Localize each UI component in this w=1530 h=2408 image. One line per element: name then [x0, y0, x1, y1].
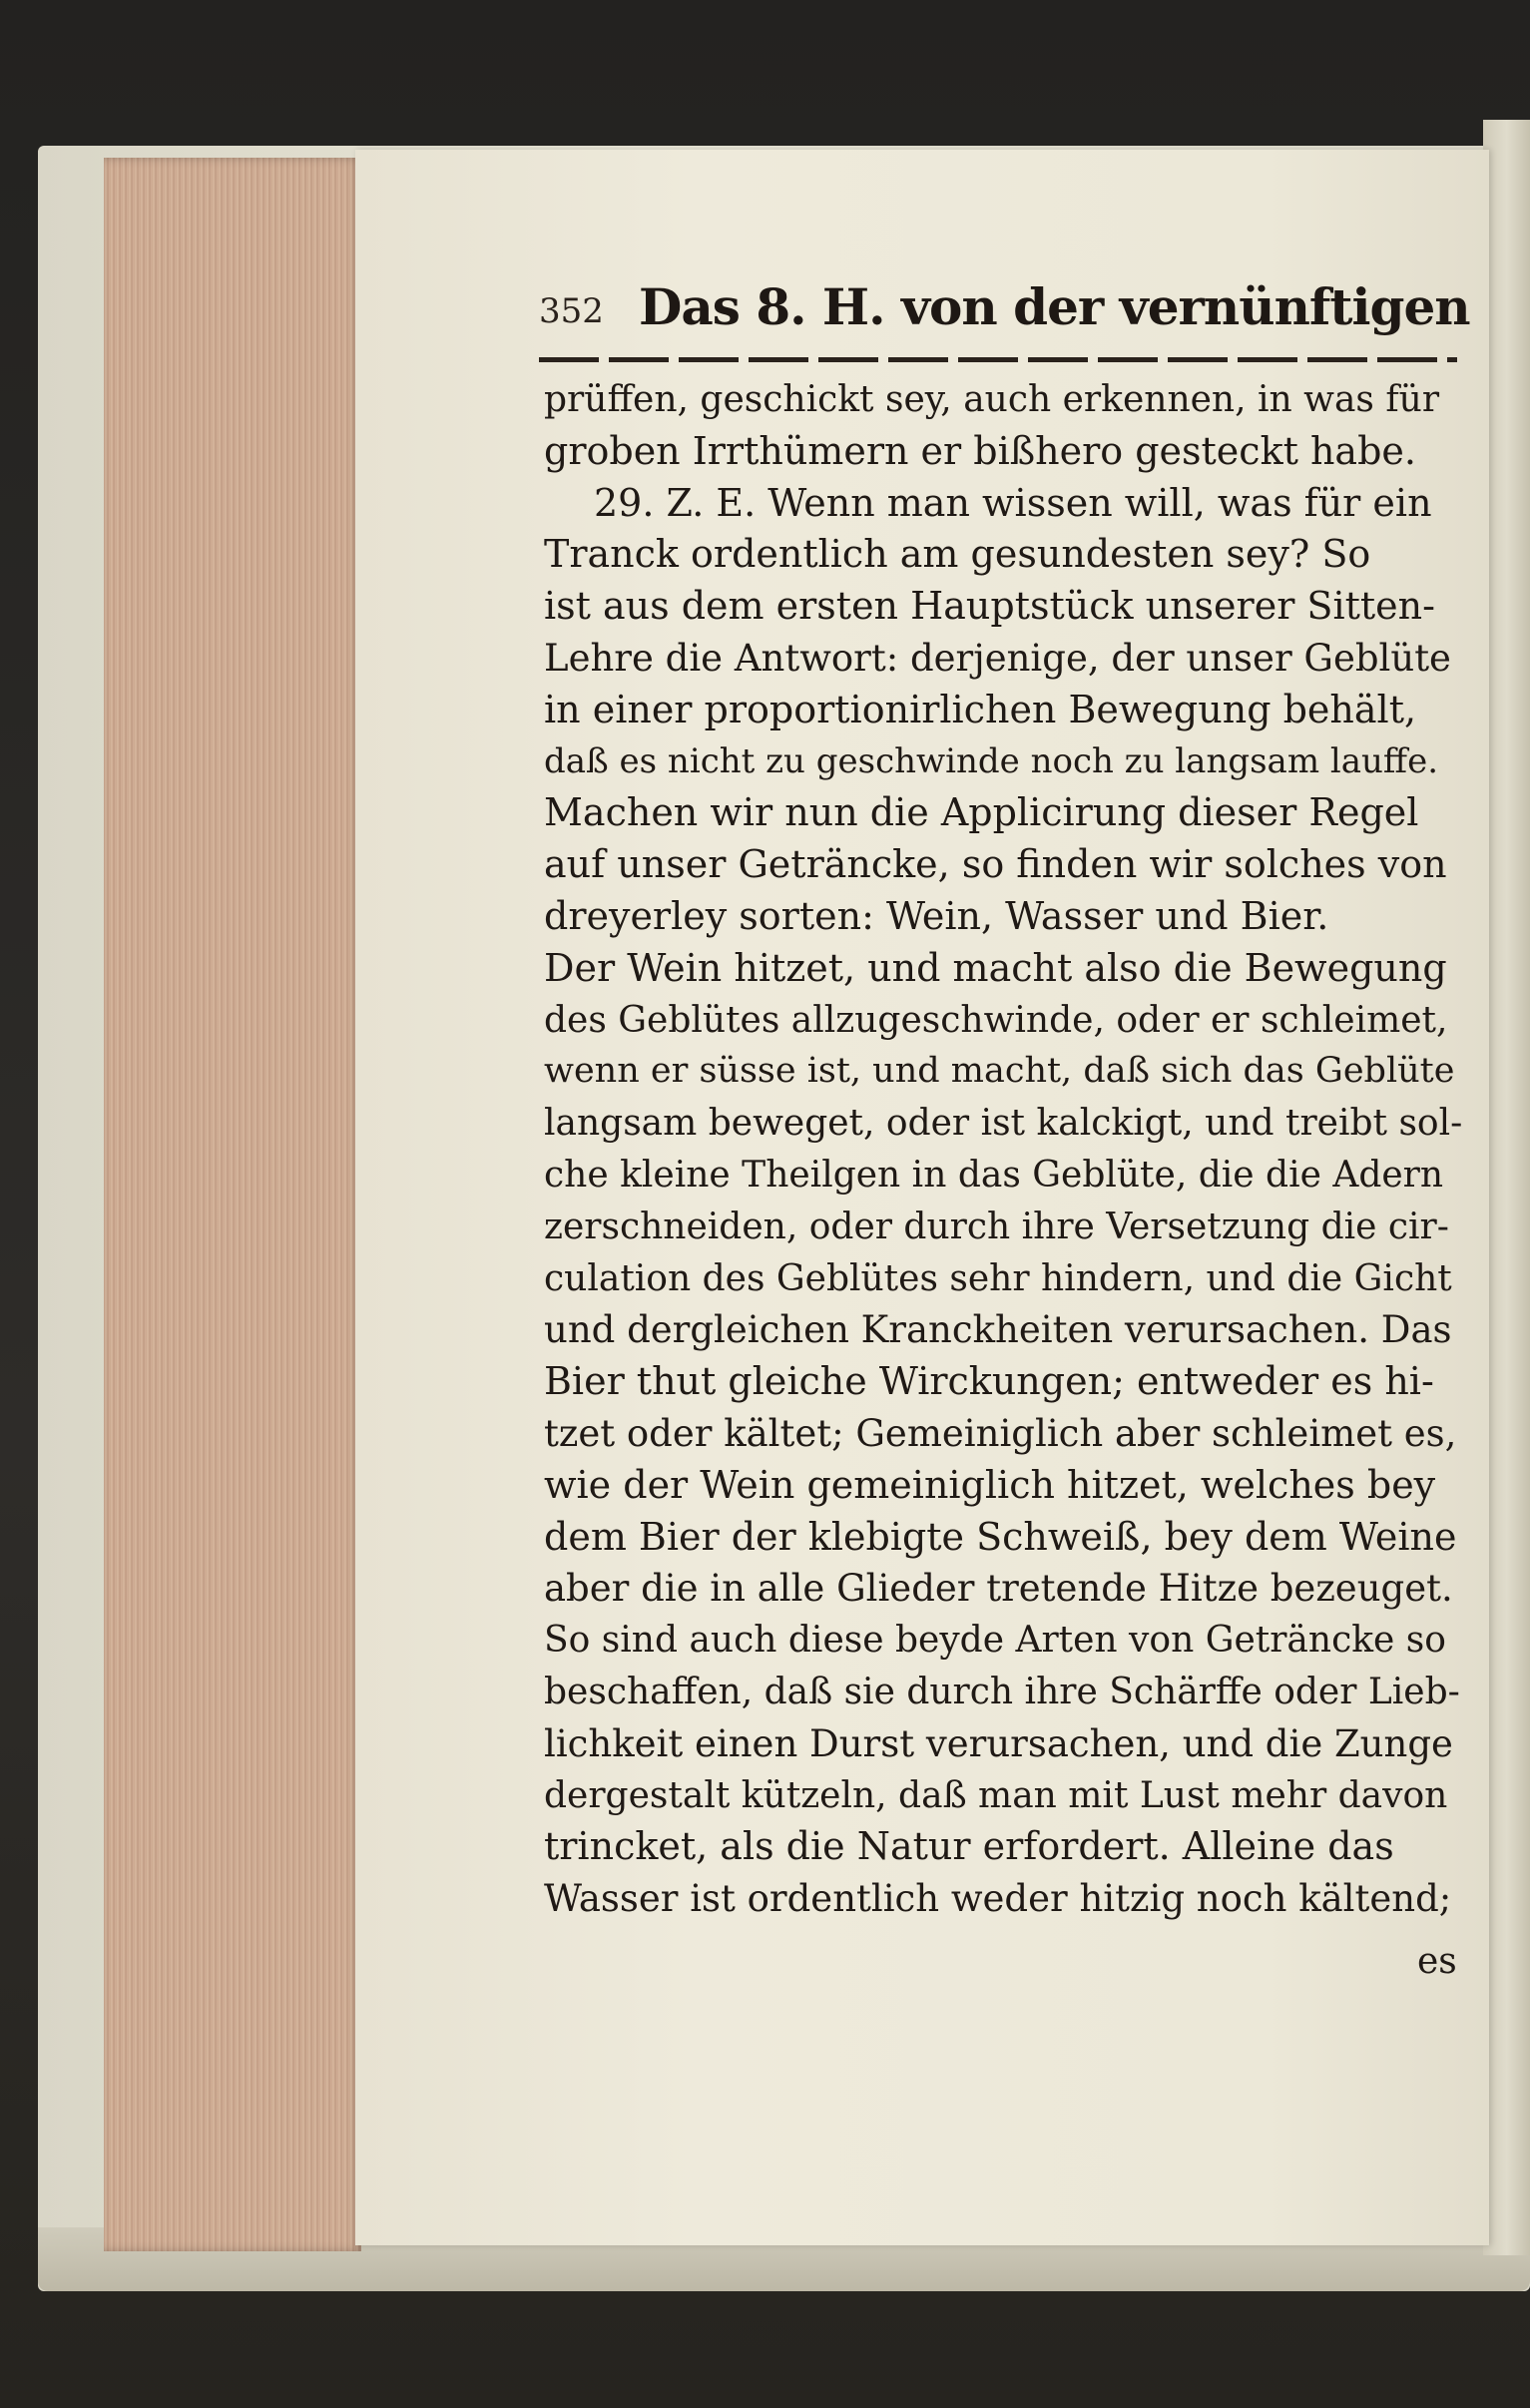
text-line: beschaffen, daß sie durch ihre Schärffe oder Lieb- — [544, 1671, 1460, 1712]
text-line: Machen wir nun die Applicirung dieser Regel — [544, 790, 1419, 835]
text-line: culation des Geblütes sehr hindern, und die Gicht — [544, 1257, 1452, 1299]
text-line: wie der Wein gemeiniglich hitzet, welches bey — [544, 1462, 1436, 1507]
text-line: und dergleichen Kranckheiten verursachen. Das — [544, 1308, 1452, 1352]
text-line: in einer proportionirlichen Bewegung behält, — [544, 687, 1417, 731]
text-line: ist aus dem ersten Hauptstück unserer Sitten- — [544, 584, 1435, 629]
text-line: Lehre die Antwort: derjenige, der unser Geblüte — [544, 636, 1451, 680]
text-line: che kleine Theilgen in das Geblüte, die die Adern — [544, 1154, 1444, 1196]
text-line: aber die in alle Glieder tretende Hitze bezeuget. — [544, 1567, 1453, 1611]
text-line: zerschneiden, oder durch ihre Versetzung die cir- — [544, 1205, 1449, 1247]
text-line: groben Irrthümern er bißhero gesteckt habe. — [544, 428, 1416, 473]
book-cover-right-edge — [1483, 120, 1530, 2255]
text-line: dreyerley sorten: Wein, Wasser und Bier. — [544, 893, 1329, 938]
text-line: daß es nicht zu geschwinde noch zu langsam lauffe. — [544, 740, 1439, 781]
text-line: wenn er süsse ist, und macht, daß sich das Geblüte — [544, 1051, 1455, 1092]
text-line: lichkeit einen Durst verursachen, und die Zunge — [544, 1721, 1453, 1765]
text-line: auf unser Geträncke, so finden wir solches von — [544, 842, 1447, 887]
text-line: So sind auch diese beyde Arten von Geträncke so — [544, 1620, 1446, 1662]
text-line: dergestalt kützeln, daß man mit Lust mehr davon — [544, 1774, 1448, 1816]
text-line: Tranck ordentlich am gesundesten sey? So — [544, 532, 1371, 577]
catchword: es — [1417, 1941, 1457, 1982]
text-line: dem Bier der klebigte Schweiß, bey dem Weine — [544, 1514, 1457, 1559]
body-text — [544, 374, 1462, 1925]
page-block-edges — [104, 158, 361, 2251]
page-number: 352 — [539, 291, 604, 331]
text-line: Bier thut gleiche Wirckungen; entweder es hi- — [544, 1359, 1434, 1404]
text-line: prüffen, geschickt sey, auch erkennen, in was für — [544, 379, 1440, 420]
running-head: Das 8. H. von der vernünftigen — [639, 277, 1470, 336]
text-line: Wasser ist ordentlich weder hitzig noch kältend; — [544, 1877, 1452, 1921]
text-line: tzet oder kältet; Gemeiniglich aber schleimet es, — [544, 1411, 1457, 1455]
text-line: Der Wein hitzet, und macht also die Bewegung — [544, 945, 1447, 990]
text-line: des Geblütes allzugeschwinde, oder er schleimet, — [544, 999, 1448, 1041]
text-line: 29. Z. E. Wenn man wissen will, was für ein — [594, 480, 1432, 525]
text-line: langsam beweget, oder ist kalckigt, und treibt sol- — [544, 1103, 1462, 1145]
header-rule — [539, 357, 1457, 362]
text-line: trincket, als die Natur erfordert. Alleine das — [544, 1824, 1394, 1869]
page-header — [539, 277, 1470, 347]
